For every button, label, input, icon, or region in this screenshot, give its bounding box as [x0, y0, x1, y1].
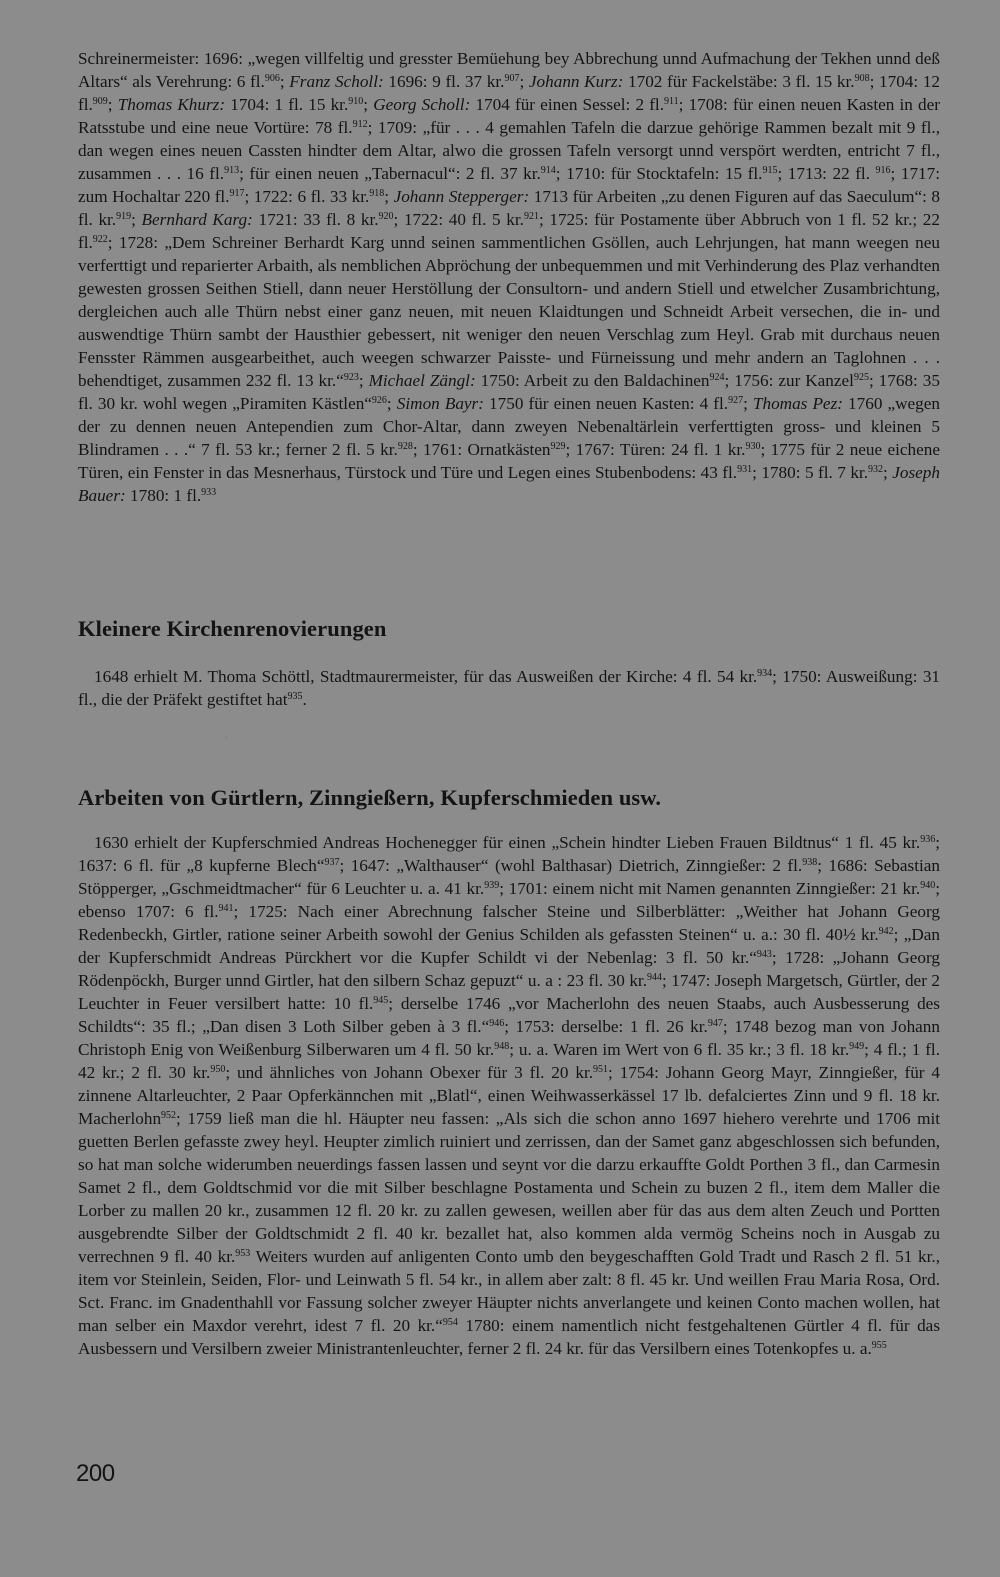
footnote-ref: 954 — [442, 1317, 458, 1328]
footnote-ref: 917 — [229, 188, 245, 199]
paragraph-schreinermeister — [78, 47, 940, 507]
text-run: ; 1708: für einen neuen Kasten in der Ratsstube und eine neue Vortüre: 78 fl. — [78, 95, 940, 137]
text-run: ; 1728: „Dem Schreiner Berhardt Karg unnd seinen sammentlichen Gsöllen, auch Lehrjungen, hat mann weegen neu verferttigt und reparierter Arbaith, als nemblichen Abpröchung der unbequemmen und mit Verhinderung des Plaz verhandten gewesten grossen Seithen Stiell, dann neuer Herstöllung der Consultorn- und andern Stiell und etwelcher Zusambrichtung, dergleichen auch alle Thürn nebst einer ganz neuen, mit neuen Klaidtungen und Schneidt Arbeit versechen, die in- und auswendtige Thürn sambt der Hausthier gebessert, nit weniger den neuen Verschlag zum Heyl. Grab mit durchaus neuen Fensster Rämmen ausgearbeithet, auch weegen schwarzer Paisste- und Fürneissung und mehr andern an Taglohnen . . . behendtiget, zusammen 232 fl. 13 kr.“ — [78, 233, 940, 390]
footnote-ref: 911 — [664, 96, 679, 107]
footnote-ref: 925 — [853, 372, 869, 383]
text-run: 1630 erhielt der Kupferschmied Andreas Hochenegger für einen „Schein hindter Lieben Frauen Bildtnus“ 1 fl. 45 kr. — [94, 833, 921, 852]
text-run: ; — [358, 371, 369, 390]
footnote-ref: 955 — [871, 1340, 887, 1351]
footnote-ref: 952 — [161, 1110, 177, 1121]
text-run: 1780: einem namentlich nicht festgehaltenen Gürtler 4 fl. für das Ausbessern und Versilbern zweier Ministrantenleuchter, ferner 2 fl. 24 kr. für das Versilbern eines Totenkopfes u. a. — [78, 1316, 941, 1358]
text-run: 1704 für einen Sessel: 2 fl. — [470, 95, 664, 114]
text-run: ; „Dan der Kupferschmidt Andreas Pürckhert vor die Kupfer Schildt vi der Nebenlag: 3 fl. 50 kr.“ — [78, 925, 940, 967]
footnote-ref: 929 — [550, 441, 566, 452]
footnote-ref: 937 — [324, 857, 340, 868]
footnote-ref: 935 — [287, 691, 303, 702]
text-run: 1760 „wegen der zu dennen neuen Antependien zum Chor-Altar, dann zweyen Nebenaltärlein verferttigten gross- und kleinen 5 Blindramen . . .“ 7 fl. 53 kr.; ferner 2 fl. 5 kr. — [78, 394, 940, 459]
footnote-ref: 914 — [540, 165, 556, 176]
footnote-ref: 918 — [369, 188, 385, 199]
text-run: 1750 für einen neuen Kasten: 4 fl. — [483, 394, 729, 413]
footnote-ref: 940 — [920, 880, 936, 891]
text-run: ; ebenso 1707: 6 fl. — [78, 879, 940, 921]
text-run: ; 1701: einem nicht mit Namen genannten Zinngießer: 21 kr. — [499, 879, 921, 898]
footnote-ref: 921 — [523, 211, 539, 222]
footnote-ref: 915 — [762, 165, 778, 176]
text-run: ; — [519, 72, 529, 91]
footnote-ref: 942 — [878, 926, 894, 937]
text-run: 1696: 9 fl. 37 kr. — [383, 72, 505, 91]
footnote-ref: 907 — [504, 73, 520, 84]
person-name: Joseph Bauer: — [78, 463, 940, 505]
footnote-ref: 939 — [484, 880, 500, 891]
text-run: ; 1713: 22 fl. — [777, 164, 876, 183]
footnote-ref: 934 — [757, 668, 773, 679]
text-run: Schreinermeister: 1696: „wegen villfeltig und gresster Bemüehung bey Abbrechung unnd Aufmachung der Tekhen unnd deß Altars“ als Verehrung: 6 fl. — [78, 49, 940, 91]
text-run: ; 1722: 40 fl. 5 kr. — [393, 210, 524, 229]
section-heading-guertler: Arbeiten von Gürtlern, Zinngießern, Kupferschmieden usw. — [78, 785, 662, 810]
person-name: Michael Zängl: — [368, 371, 476, 390]
text-run: 1713 für Arbeiten „zu denen Figuren auf das Saeculum“: 8 fl. kr. — [78, 187, 940, 229]
footnote-ref: 933 — [201, 487, 217, 498]
text-run: ; 1753: derselbe: 1 fl. 26 kr. — [504, 1017, 708, 1036]
text-run: 1721: 33 fl. 8 kr. — [252, 210, 379, 229]
section-heading-kirchenrenovierungen: Kleinere Kirchenrenovierungen — [78, 616, 387, 641]
text-run: ; 1747: Joseph Margetsch, Gürtler, der 2 Leuchter in Feuer versilbert hatte: 10 fl. — [78, 971, 941, 1013]
text-run: ; 1775 für 2 neue eichene Türen, ein Fenster in das Mesnerhaus, Türstock und Türe und Legen eines Stubenbodens: 43 fl. — [78, 440, 941, 482]
paragraph-guertler — [78, 831, 940, 1360]
footnote-ref: 926 — [371, 395, 387, 406]
footnote-ref: 922 — [92, 234, 108, 245]
footnote-ref: 928 — [397, 441, 413, 452]
text-run: ; 4 fl.; 1 fl. 42 kr.; 2 fl. 30 kr. — [78, 1040, 940, 1082]
text-run: ; derselbe 1746 „vor Macherlohn des neuen Staabs, auch Ausbesserung des Schildts“: 35 fl.; „Dan disen 3 Loth Silber geben à 3 fl.“ — [78, 994, 940, 1036]
person-name: Bernhard Karg: — [141, 210, 253, 229]
paragraph-kirchenrenovierungen — [78, 665, 940, 711]
footnote-ref: 946 — [489, 1018, 505, 1029]
text-run: 1750: Arbeit zu den Baldachinen — [475, 371, 710, 390]
footnote-ref: 936 — [920, 834, 936, 845]
footnote-ref: 950 — [210, 1064, 226, 1075]
person-name: Thomas Khurz: — [117, 95, 226, 114]
text-run: ; 1722: 6 fl. 33 kr. — [244, 187, 370, 206]
person-name: Johann Stepperger: — [393, 187, 530, 206]
text-run: ; und ähnliches von Johann Obexer für 3 fl. 20 kr. — [225, 1063, 594, 1082]
footnote-ref: 916 — [875, 165, 891, 176]
text-run: ; 1725: Nach einer Abrechnung falscher Steine und Silberblätter: „Weither hat Johann Georg Redenbeckh, Girtler, ratione seiner Arbeith sowohl der Genius Schilden als gefassten Steinen“ u. a.: 30 fl. 40½ kr. — [78, 902, 940, 944]
text-run: ; 1709: „für . . . 4 gemahlen Tafeln die darzue gehörige Rammen bezalt mit 9 fl., dan wegen eines neuen Cassten hindter dem Altar, alwo die grossen Tafeln versorgt unnd verspört werdten, entricht 7 fl., zusammen . . . 16 fl. — [78, 118, 941, 183]
text-run: Weiters wurden auf anligenten Conto umb den beygeschafften Gold Tradt und Rasch 2 fl. 51 kr., item vor Steinlein, Seiden, Flor- und Leinwath 5 fl. 54 kr., in allem aber zalt: 8 fl. 45 kr. Und weillen Frau Maria Rosa, Ord. Sct. Franc. im Gnadenthahll vor Fassung solcher zweyer Häupter nichts anverlangete und keinen Conto machen wollen, hat man selber ein Maxdor verehrt, idest 7 fl. 20 kr.“ — [78, 1247, 940, 1335]
footnote-ref: 953 — [235, 1248, 251, 1259]
text-run: ; — [743, 394, 753, 413]
text-run: ; 1637: 6 fl. für „8 kupferne Blech“ — [78, 833, 940, 875]
footnote-ref: 932 — [868, 464, 884, 475]
footnote-ref: 908 — [854, 73, 870, 84]
text-run: 1648 erhielt M. Thoma Schöttl, Stadtmaurermeister, für das Ausweißen der Kirche: 4 fl. 54 kr. — [94, 667, 758, 686]
text-run: ; 1750: Ausweißung: 31 fl., die der Präfekt gestiftet hat — [78, 667, 941, 709]
footnote-ref: 930 — [745, 441, 761, 452]
text-run: ; 1686: Sebastian Stöpperger, „Gschmeidtmacher“ für 6 Leuchter u. a. 41 kr. — [78, 856, 940, 898]
text-run: 1702 für Fackelstäbe: 3 fl. 15 kr. — [623, 72, 855, 91]
footnote-ref: 919 — [116, 211, 132, 222]
text-run: ; — [107, 95, 118, 114]
footnote-ref: 931 — [737, 464, 753, 475]
text-run: ; 1748 bezog man von Johann Christoph Enig von Weißenburg Silberwaren um 4 fl. 50 kr. — [78, 1017, 940, 1059]
page-number: 200 — [76, 1460, 115, 1487]
text-run: ; 1704: 12 fl. — [78, 72, 941, 114]
text-run: ; — [363, 95, 374, 114]
text-run: ; 1756: zur Kanzel — [724, 371, 854, 390]
text-run: ; 1780: 5 fl. 7 kr. — [752, 463, 869, 482]
text-run: ; 1647: „Walthauser“ (wohl Balthasar) Dietrich, Zinngießer: 2 fl. — [339, 856, 803, 875]
text-run: ; 1761: Ornatkästen — [412, 440, 551, 459]
footnote-ref: 910 — [348, 96, 364, 107]
footnote-ref: 913 — [224, 165, 240, 176]
text-run: ; 1725: für Postamente über Abbruch von 1 fl. 52 kr.; 22 fl. — [78, 210, 940, 252]
footnote-ref: 949 — [849, 1041, 865, 1052]
divider-mark — [226, 737, 227, 738]
text-run: ; — [883, 463, 893, 482]
text-run: ; 1754: Johann Georg Mayr, Zinngießer, für 4 zinnene Altarleuchter, 2 Paar Opferkännchen mit „Blatl“, einen Weihwasserkässel 17 lb. defalciertes Zinn und 9 fl. 18 kr. Macherlohn — [78, 1063, 940, 1128]
text-run: ; — [131, 210, 142, 229]
footnote-ref: 912 — [352, 119, 368, 130]
person-name: Johann Kurz: — [528, 72, 624, 91]
footnote-ref: 947 — [707, 1018, 723, 1029]
text-run: ; 1768: 35 fl. 30 kr. wohl wegen „Piramiten Kästlen“ — [78, 371, 940, 413]
footnote-ref: 923 — [343, 372, 359, 383]
footnote-ref: 927 — [728, 395, 744, 406]
text-run: ; — [279, 72, 290, 91]
person-name: Georg Scholl: — [373, 95, 471, 114]
text-run: ; 1767: Türen: 24 fl. 1 kr. — [565, 440, 746, 459]
footnote-ref: 941 — [218, 903, 234, 914]
footnote-ref: 951 — [593, 1064, 609, 1075]
footnote-ref: 909 — [92, 96, 108, 107]
text-run: ; 1759 ließ man die hl. Häupter neu fassen: „Als sich die schon anno 1697 hiehero verehrte und 1706 mit guetten Berlen gefasste zwey heyl. Heupter zimlich ruiniert und zerrissen, dan der Samet ganz abgeschlossen sich befunden, so hat man solche widerumben neuerdings fassen lassen und seynt vor die darzu erkauffte Goldt Porthen 3 fl., dan Carmesin Samet 2 fl., dem Goldtschmid vor die mit Silber beschlagne Postamenta und Schein zu buzen 2 fl., item dem Maller die Lorber zu mallen 20 kr., zusammen 12 fl. 20 kr. zu zallen gewesen, weillen aber für das aus dem alten Zeuch und Portten ausgebrendte Silber der Goldtschmidt 2 fl. 40 kr. bezallet hat, also kommen alda vermög Scheins noch in Ausgab zu verrechnen 9 fl. 40 kr. — [78, 1109, 940, 1266]
footnote-ref: 938 — [802, 857, 818, 868]
text-run: ; 1717: zum Hochaltar 220 fl. — [78, 164, 941, 206]
text-run: ; für einen neuen „Tabernacul“: 2 fl. 37 kr. — [239, 164, 541, 183]
text-run: ; — [386, 394, 397, 413]
footnote-ref: 945 — [373, 995, 389, 1006]
footnote-ref: 920 — [378, 211, 394, 222]
text-run: ; u. a. Waren im Wert von 6 fl. 35 kr.; 3 fl. 18 kr. — [509, 1040, 850, 1059]
text-run: ; 1728: „Johann Georg Rödenpöckh, Burger unnd Girtler, hat den silbern Schaz gepuzt“ u. a : 23 fl. 30 kr. — [78, 948, 940, 990]
person-name: Thomas Pez: — [752, 394, 843, 413]
footnote-ref: 944 — [647, 972, 663, 983]
person-name: Franz Scholl: — [289, 72, 384, 91]
footnote-ref: 943 — [756, 949, 772, 960]
text-run: 1704: 1 fl. 15 kr. — [225, 95, 349, 114]
text-run: ; — [384, 187, 394, 206]
text-run: . — [302, 690, 307, 709]
footnote-ref: 924 — [709, 372, 725, 383]
footnote-ref: 906 — [264, 73, 280, 84]
text-run: ; 1710: für Stocktafeln: 15 fl. — [555, 164, 763, 183]
text-run: 1780: 1 fl. — [125, 486, 202, 505]
footnote-ref: 948 — [494, 1041, 510, 1052]
person-name: Simon Bayr: — [396, 394, 484, 413]
